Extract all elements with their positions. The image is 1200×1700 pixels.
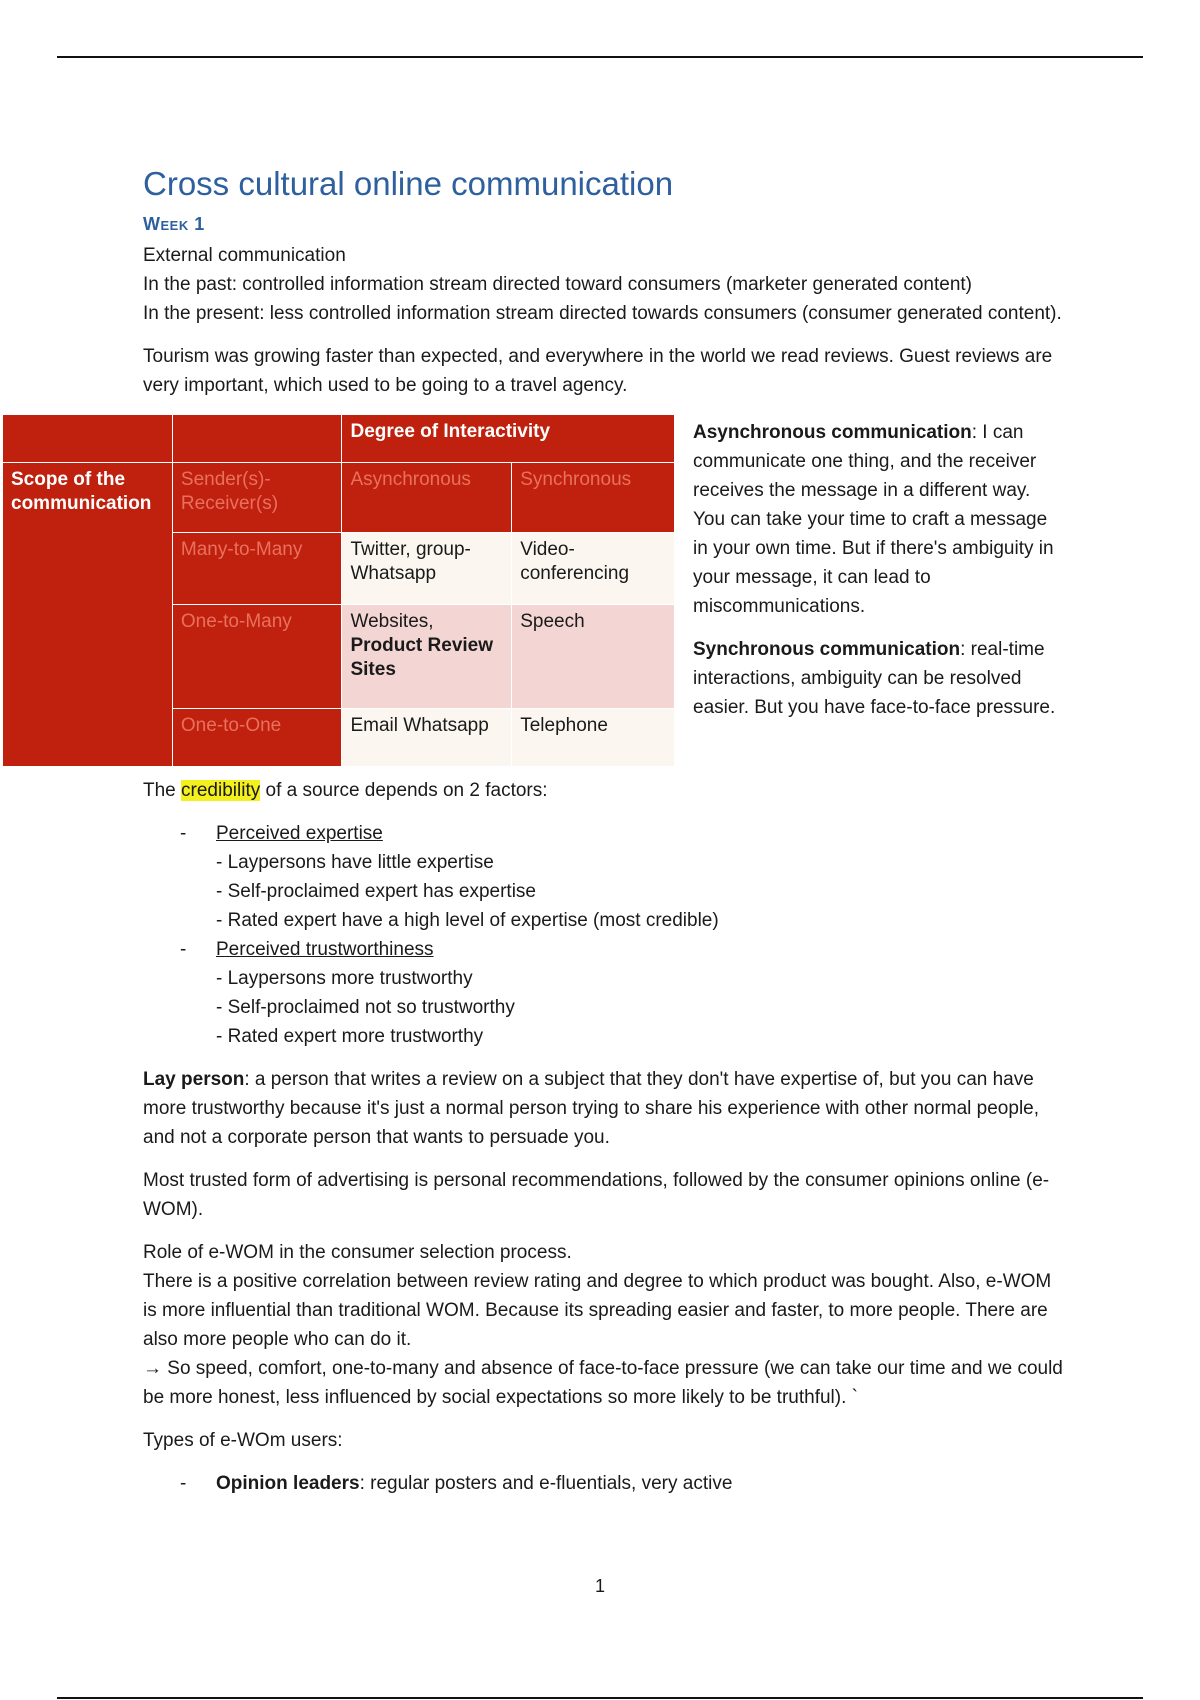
table-corner-cell	[3, 415, 173, 463]
document-body	[11, 160, 1063, 1498]
cell-bold-text: Product Review Sites	[350, 635, 494, 680]
async-header: Asynchronous	[342, 463, 512, 533]
ewom-arrow-paragraph: → So speed, comfort, one-to-many and absence of face-to-face pressure (we can take our time and we could be more honest, less influenced by social expectations so more likely to be truthful). `	[143, 1358, 1063, 1408]
credibility-factors	[143, 819, 1063, 1051]
sync-text: : real-time interactions, ambiguity can be resolved easier. But you have face-to-face pressure.	[693, 639, 1056, 718]
opinion-leaders-text: : regular posters and e-fluentials, very active	[359, 1473, 733, 1494]
opinion-leaders-term: Opinion leaders	[216, 1473, 360, 1494]
table-cell: Email Whatsapp	[342, 709, 512, 767]
table-cell: Speech	[512, 605, 675, 709]
table-cell: Telephone	[512, 709, 675, 767]
list-item	[180, 1469, 1063, 1498]
row-label: One-to-One	[172, 709, 342, 767]
page-number: 1	[594, 1576, 605, 1596]
layperson-term: Lay person	[143, 1069, 245, 1090]
ewom-paragraph: There is a positive correlation between review rating and degree to which product was bought. Also, e-WOM is more influential than traditional WOM. Because its spreading easier and faster, to more people. There are also more people who can do it.	[143, 1271, 1052, 1350]
sync-term: Synchronous communication	[693, 639, 961, 660]
dash-bullet: -	[180, 939, 187, 960]
factor-item: - Self-proclaimed not so trustworthy	[216, 997, 515, 1018]
factor-item: - Laypersons more trustworthy	[216, 968, 473, 989]
sync-header: Synchronous	[512, 463, 675, 533]
page-title: Cross cultural online communication	[143, 165, 674, 202]
tourism-paragraph: Tourism was growing faster than expected, and everywhere in the world we read reviews. Guest reviews are very important, which used to be going to a travel agency.	[143, 346, 1053, 396]
row-label: One-to-Many	[172, 605, 342, 709]
week-heading: Week 1	[143, 214, 205, 234]
types-list	[143, 1469, 1063, 1498]
factor-item: - Self-proclaimed expert has expertise	[216, 881, 536, 902]
async-term: Asynchronous communication	[693, 422, 972, 443]
dash-bullet: -	[180, 1473, 187, 1494]
intro-past: In the past: controlled information stream directed toward consumers (marketer generated content)	[143, 274, 973, 295]
factor-item: - Rated expert have a high level of expertise (most credible)	[216, 910, 719, 931]
table-cell: Twitter, group-Whatsapp	[342, 533, 512, 605]
footer-rule	[57, 1697, 1143, 1699]
interactivity-table	[2, 414, 675, 767]
table-corner-cell	[172, 415, 342, 463]
dash-bullet: -	[180, 823, 187, 844]
cell-text: Websites,	[350, 611, 434, 632]
ewom-heading: Role of e-WOM in the consumer selection process.	[143, 1242, 572, 1263]
async-text: : I can communicate one thing, and the receiver receives the message in a different way. You can take your time to craft a message in your own time. But if there's ambiguity in your message, it can lead to miscommunications.	[693, 422, 1054, 617]
intro-heading: External communication	[143, 245, 346, 266]
sync-note	[693, 635, 1063, 722]
intro-present: In the present: less controlled information stream directed towards consumers (consumer generated content).	[143, 303, 1062, 324]
communication-notes	[693, 418, 1063, 722]
credibility-pre: The	[143, 780, 182, 801]
factor-item: - Laypersons have little expertise	[216, 852, 494, 873]
layperson-text: : a person that writes a review on a subject that they don't have expertise of, but you can have more trustworthy because it's just a normal person trying to share his experience with other normal people, and not a corporate person that wants to persuade you.	[143, 1069, 1040, 1148]
table-cell: Video-conferencing	[512, 533, 675, 605]
trusted-paragraph: Most trusted form of advertising is personal recommendations, followed by the consumer opinions online (e-WOM).	[143, 1170, 1050, 1220]
credibility-intro	[143, 776, 1063, 805]
scope-header: Scope of the communication	[3, 463, 173, 767]
sender-header: Sender(s)-Receiver(s)	[172, 463, 342, 533]
factor-item: - Rated expert more trustworthy	[216, 1026, 484, 1047]
factor-heading: Perceived trustworthiness	[216, 939, 434, 960]
layperson-paragraph	[143, 1065, 1063, 1152]
row-label: Many-to-Many	[172, 533, 342, 605]
degree-header: Degree of Interactivity	[342, 415, 675, 463]
table-cell	[342, 605, 512, 709]
header-rule	[57, 56, 1143, 58]
async-note	[693, 418, 1063, 621]
list-item	[180, 819, 1063, 935]
credibility-post: of a source depends on 2 factors:	[260, 780, 548, 801]
interactivity-section	[11, 414, 1063, 770]
credibility-highlight: credibility	[181, 780, 261, 801]
factor-heading: Perceived expertise	[216, 823, 383, 844]
list-item	[180, 935, 1063, 1051]
types-heading: Types of e-WOm users:	[143, 1430, 343, 1451]
